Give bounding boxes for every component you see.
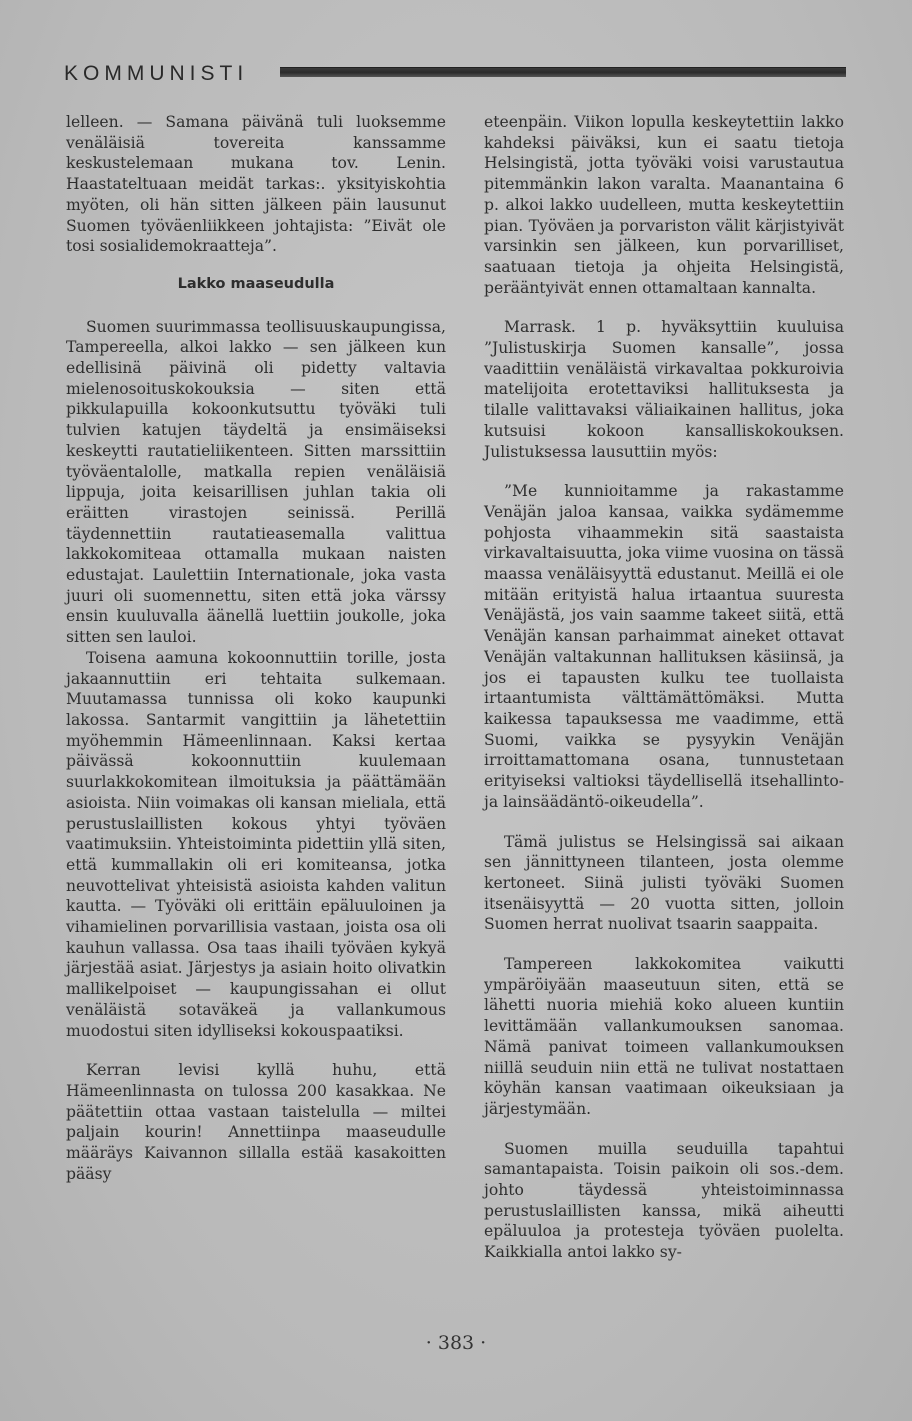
paragraph: Suomen muilla seuduilla tapahtui samantapaista. Toisin paikoin oli sos.-dem. johto täydessä yhteistoiminnassa perustuslaillisten kanssa, mikä aiheutti epäluuloa ja protesteja työväen puolelta. Kaikkialla antoi lakko sy-: [484, 1139, 844, 1262]
page-number: · 383 ·: [425, 1332, 487, 1354]
paragraph: Marrask. 1 p. hyväksyttiin kuuluisa ”Julistuskirja Suomen kansalle”, jossa vaadittiin venäläistä virkavaltaa pokkuroivia matelijoita erotettaviksi hallituksesta ja tilalle valittavaksi väliaikainen hallitus, joka kutsuisi kokoon kansalliskokouksen. Julistuksessa lausuttiin myös:: [484, 318, 844, 461]
section-heading: Lakko maaseudulla: [177, 275, 335, 292]
paragraph: lelleen. — Samana päivänä tuli luoksemme venäläisiä tovereita kanssamme keskustelemaan mukana tov. Lenin. Haastateltuaan meidät tarkas:. yksityiskohtia myöten, oli hän sitten jälkeen päin lausunut Suomen työväenliikkeen johtajista: ”Eivät ole tosi sosialidemokraatteja”.: [66, 113, 446, 256]
paragraph: Tämä julistus se Helsingissä sai aikaan sen jännittyneen tilanteen, josta olemme kertoneet. Siinä julisti työväki Suomen itsenäisyyttä — 20 vuotta sitten, jolloin Suomen herrat nuolivat tsaarin saappaita.: [484, 832, 844, 934]
left-column: [66, 112, 446, 1184]
running-header-title: KOMMUNISTI: [64, 62, 249, 85]
paragraph: Kerran levisi kyllä huhu, että Hämeenlinnasta on tulossa 200 kasakkaa. Ne päätettiin ottaa vastaan taistelulla — miltei paljain kourin! Annettiinpa maaseudulle määräys Kaivannon sillalla estää kasakoitten pääsy: [66, 1061, 446, 1183]
paragraph: Suomen suurimmassa teollisuuskaupungissa, Tampereella, alkoi lakko — sen jälkeen kun edellisinä päivinä oli pidetty valtavia mielenosoituskokouksia — siten että pikkulapuilla kokoonkutsuttu työväki tuli tulvien katujen täydeltä ja ensimäiseksi keskeytti rautatieliikenteen. Sitten marssittiin työväentalolle, matkalla repien venäläisiä lippuja, joita keisarillisen juhlan takia oli eräitten virastojen seinissä. Perillä täydennettiin rautatieasemalla valittua lakkokomiteaa ottamalla mukaan naisten edustajat. Laulettiin Internationale, joka vasta juuri oli suomennettu, siten että joka värssy ensin kuuluvalla äänellä luettiin joukolle, joka sitten sen lauloi.: [66, 317, 446, 647]
right-column: [484, 112, 844, 1263]
paragraph: eteenpäin. Viikon lopulla keskeytettiin lakko kahdeksi päiväksi, kun ei saatu tietoja Helsingistä, jotta työväki voisi varustautua pitemmänkin lakon varalta. Maanantaina 6 p. alkoi lakko uudelleen, mutta keskeytettiin pian. Työväen ja porvariston välit kärjistyivät varsinkin sen jälkeen, kun porvarilliset, saatuaan tietoja ja ohjeita Helsingistä, perääntyivät ennen ottamaltaan kannalta.: [484, 113, 844, 297]
paragraph: Tampereen lakkokomitea vaikutti ympäröiyään maaseutuun siten, että se lähetti nuoria miehiä koko alueen kuntiin levittämään vallankumouksen sanomaa. Nämä panivat toimeen vallankumouksen niillä seuduin niin että ne tulivat nostattaen köyhän kansan vaatimaan oikeuksiaan ja järjestymään.: [484, 955, 844, 1118]
paragraph: Toisena aamuna kokoonnuttiin torille, josta jakaannuttiin eri tehtaita sulkemaan. Muutamassa tunnissa oli koko kaupunki lakossa. Santarmit vangittiin ja lähetettiin myöhemmin Hämeenlinnaan. Kaksi kertaa päivässä kokoonnuttiin kuulemaan suurlakkokomitean ilmoituksia ja päättämään asioista. Niin voimakas oli kansan mieliala, että perustuslaillisten kokous yhtyi työväen vaatimuksiin. Yhteistoiminta pidettiin yllä siten, että kummallakin oli eri komiteansa, jotka neuvottelivat yhteisistä asioista kahden valitun kautta. — Työväki oli erittäin epäluuloinen ja vihamielinen porvarillisia vastaan, joista osa oli kauhun vallassa. Osa taas ihaili työväen kykyä järjestää asiat. Järjestys ja asiain hoito olivatkin mallikelpoiset — kaupungissahan ei ollut venäläistä sotaväkeä ja vallankumous muodostui siten idylliseksi kokouspaatiksi.: [66, 648, 446, 1040]
header-rule: [280, 67, 846, 77]
quote-paragraph: ”Me kunnioitamme ja rakastamme Venäjän jaloa kansaa, vaikka sydämemme pohjosta vihaammekin sitä saastaista virkavaltaisuutta, joka viime vuosina on tässä maassa venäläisyyttä edustanut. Meillä ei ole mitään erityistä halua irtaantua suuresta Venäjästä, jos vain saamme takeet siitä, että Venäjän kansan parhaimmat aineket ottavat Venäjän valtakunnan hallituksen käsiinsä, ja jos ei tapausten kulku tee tuollaista irtaantumista välttämättömäksi. Mutta kaikessa tapauksessa me vaadimme, että Suomi, vaikka se pysyykin Venäjän irroittamattomana osana, tunnustetaan erityiseksi valtioksi täydellisellä itsehallinto- ja lainsäädäntö-oikeudella”.: [484, 482, 844, 811]
